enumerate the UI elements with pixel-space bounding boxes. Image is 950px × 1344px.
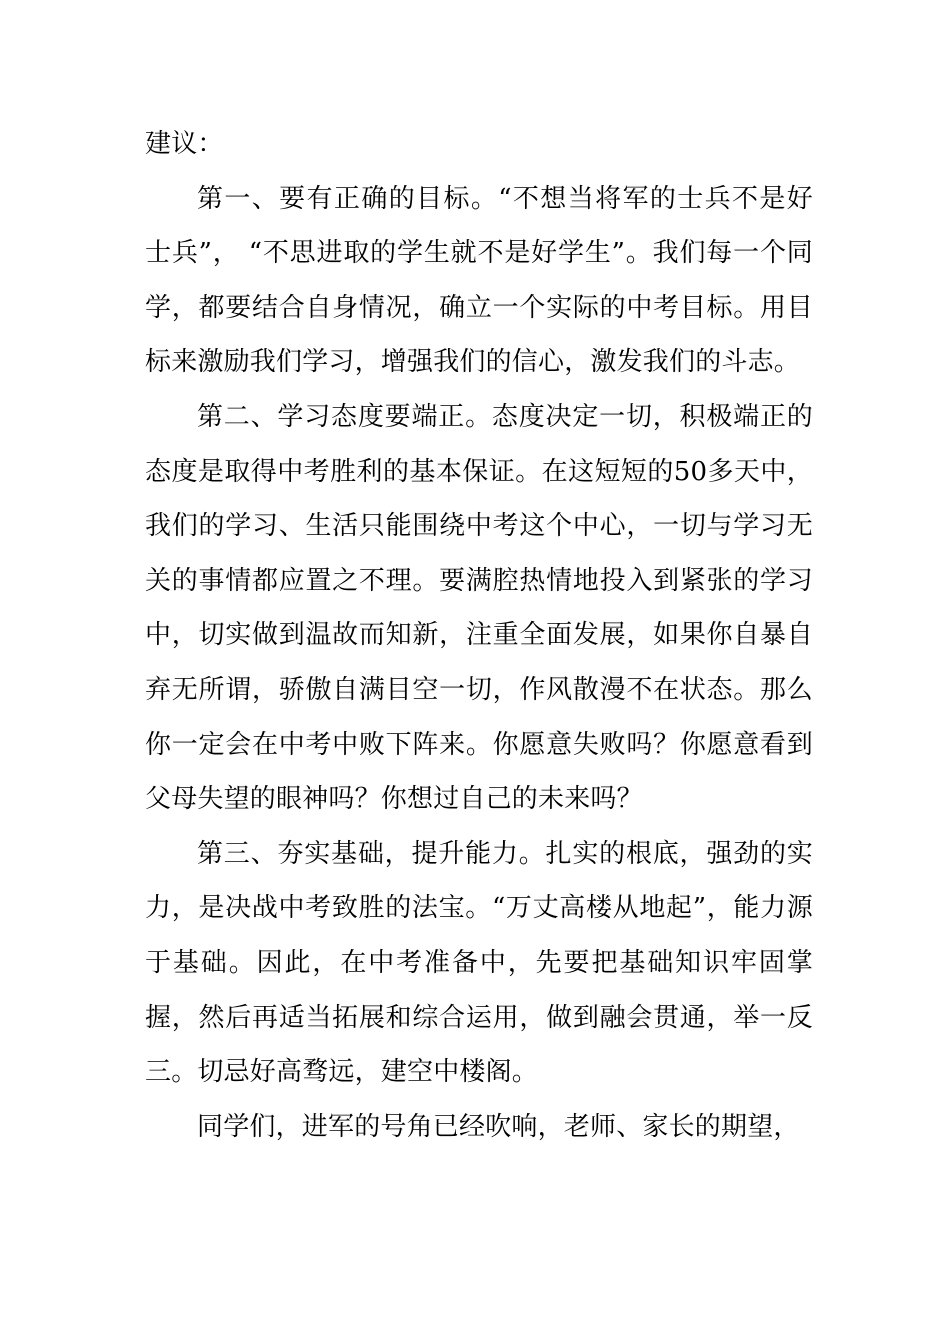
paragraph-goal: 第一、要有正确的目标。“不想当将军的士兵不是好士兵”， “不思进取的学生就不是好学生”。我们每一个同学，都要结合自身情况，确立一个实际的中考目标。用目标来激励我们学习，增强我们的信心，激发我们的斗志。: [145, 183, 813, 378]
paragraph-attitude: 第二、学习态度要端正。态度决定一切，积极端正的态度是取得中考胜利的基本保证。在这短短的50多天中，我们的学习、生活只能围绕中考这个中心，一切与学习无关的事情都应置之不理。要满腔热情地投入到紧张的学习中，切实做到温故而知新，注重全面发展，如果你自暴自弃无所谓，骄傲自满目空一切，作风散漫不在状态。那么你一定会在中考中败下阵来。你愿意失败吗？你愿意看到父母失望的眼神吗？你想过自己的未来吗？: [145, 401, 813, 815]
section-heading: 建议：: [145, 129, 224, 159]
paragraph-closing: 同学们，进军的号角已经吹响，老师、家长的期望，: [197, 1111, 800, 1142]
paragraph-foundation: 第三、夯实基础，提升能力。扎实的根底，强劲的实力，是决战中考致胜的法宝。“万丈高楼从地起”，能力源于基础。因此，在中考准备中，先要把基础知识牢固掌握，然后再适当拓展和综合运用，做到融会贯通，举一反三。切忌好高骛远，建空中楼阁。: [145, 838, 813, 1088]
document-body: [145, 117, 813, 1154]
